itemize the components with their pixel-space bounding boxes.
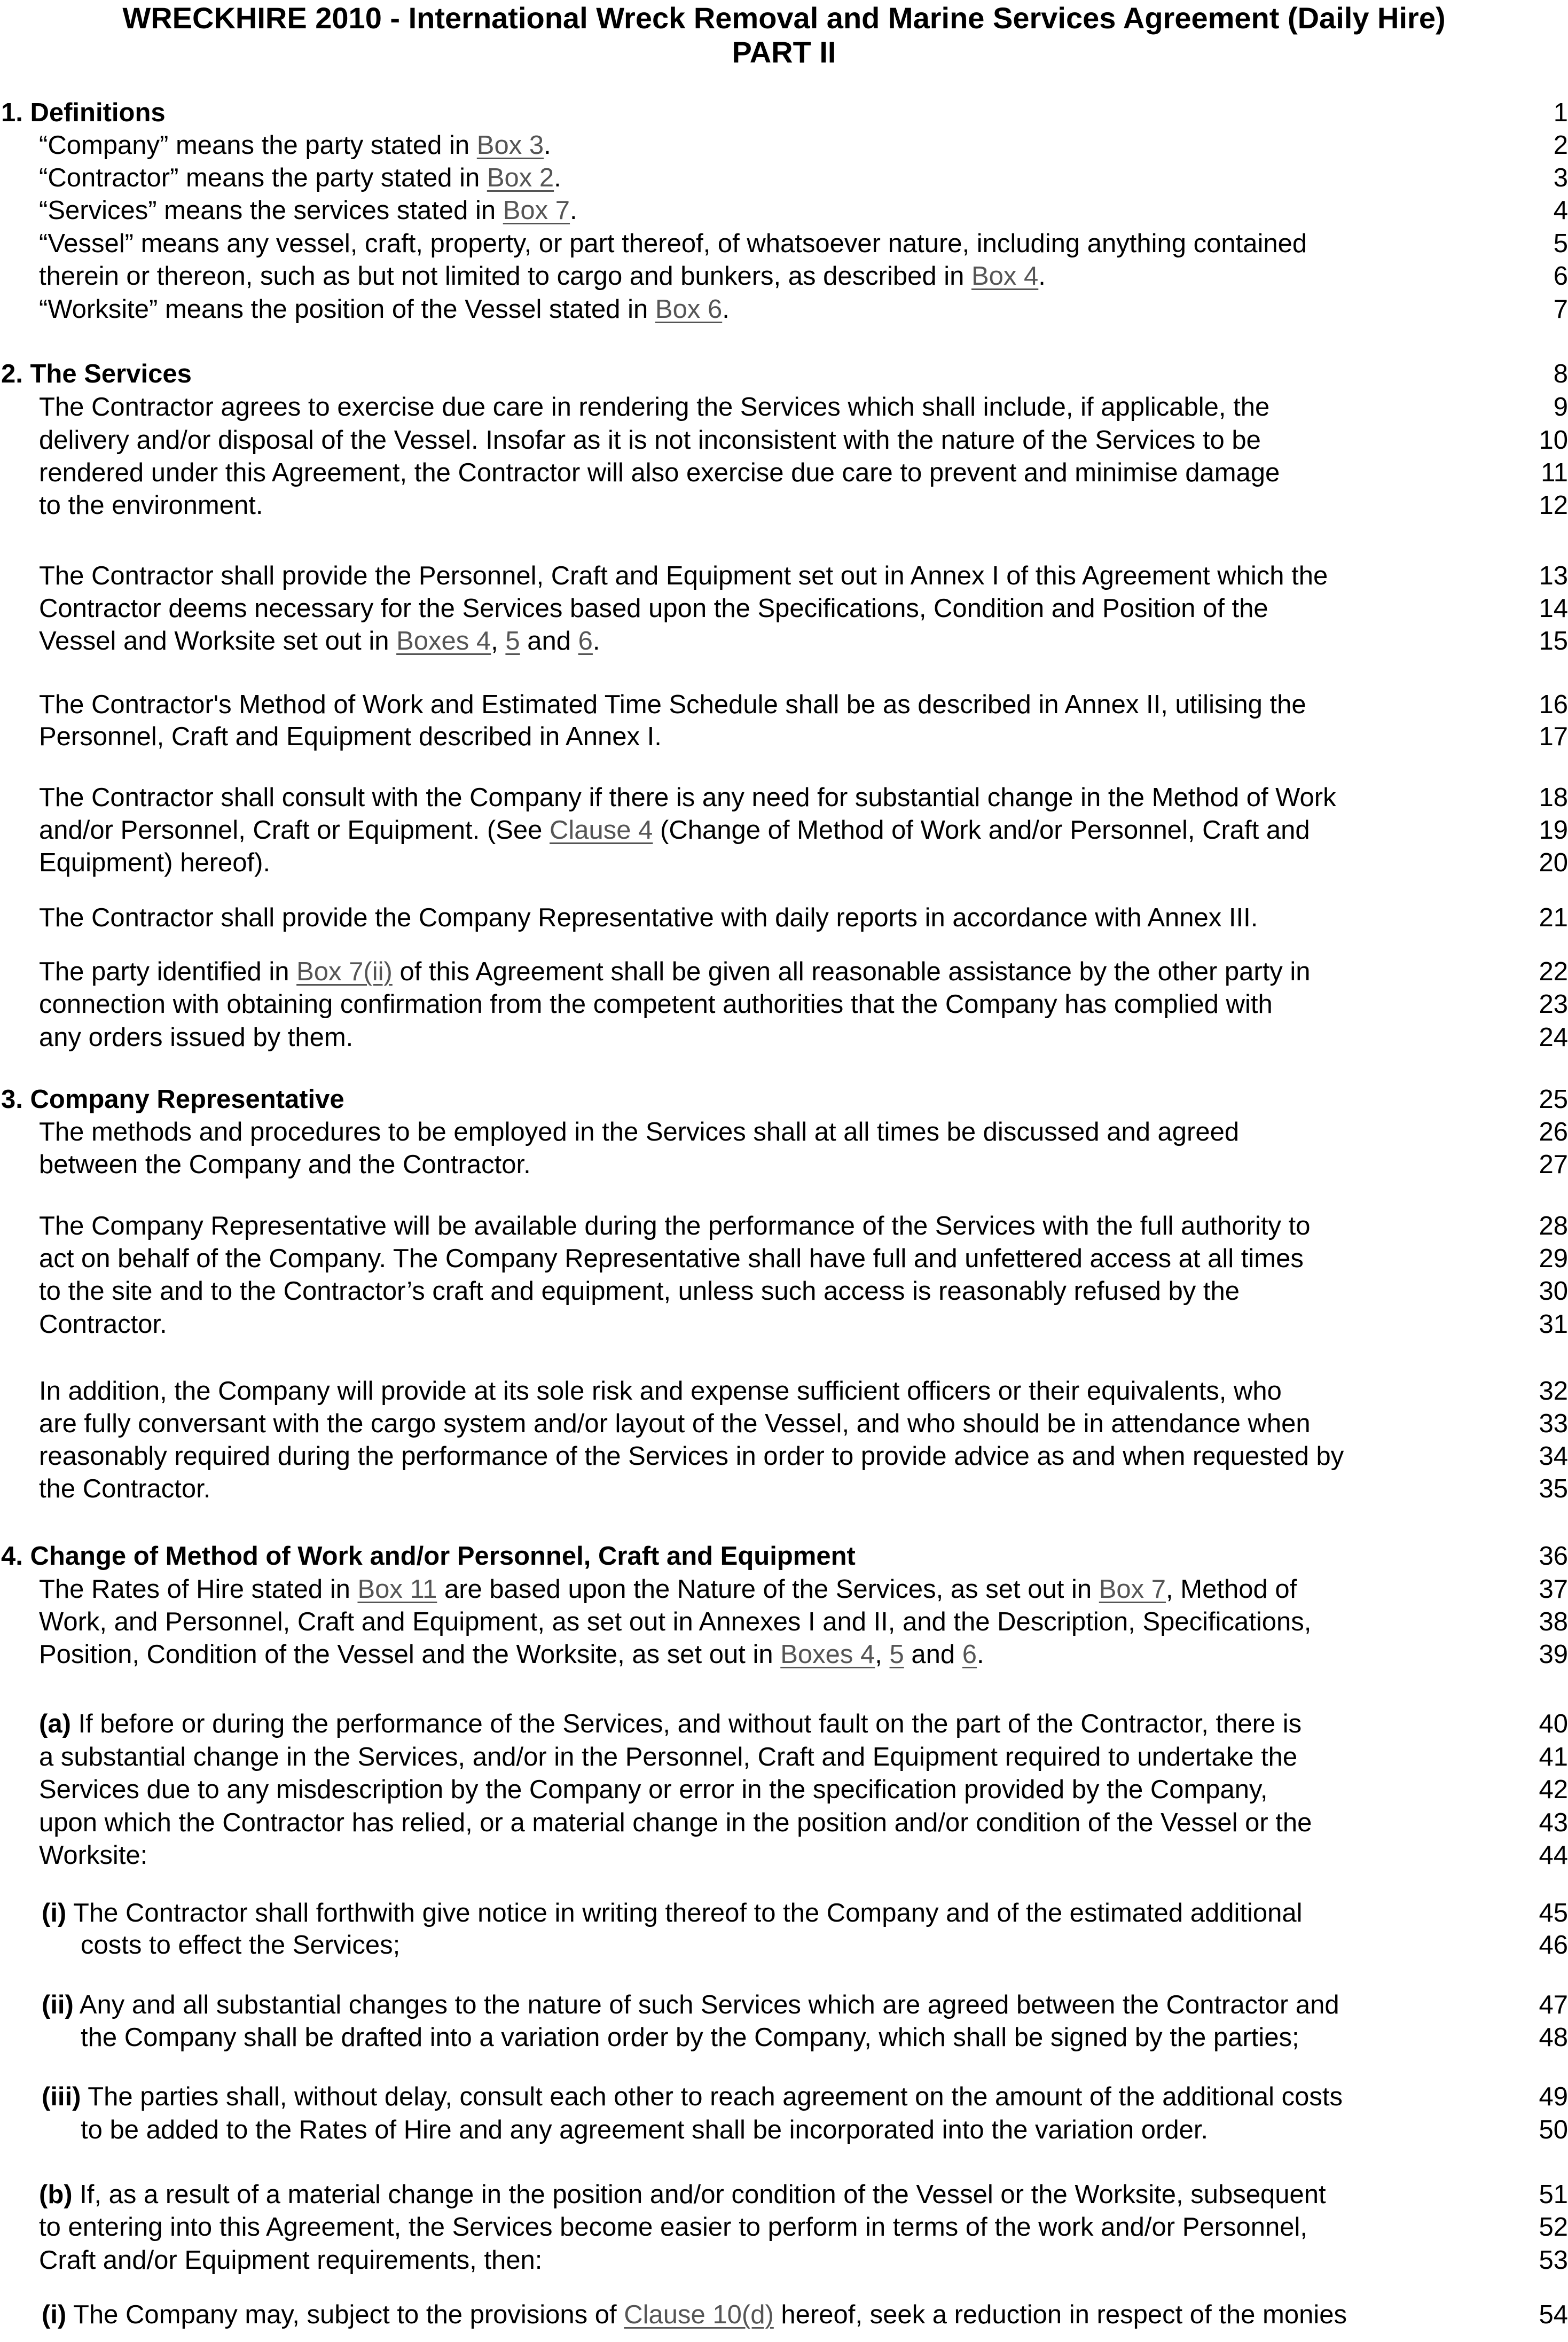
clause-line [0,624,1568,658]
line-number: 26 [1539,1118,1568,1146]
line-number: 49 [1539,2082,1568,2111]
text-segment: Vessel and Worksite set out in [39,627,397,655]
clause-line [0,988,1568,1021]
line-number: 11 [1541,458,1568,487]
text-segment: Services due to any misdescription by the Company or error in the specification provided by the Company, [39,1775,1268,1804]
text-segment: any orders issued by them. [39,1023,354,1052]
subclause-label: (iii) [42,2082,81,2111]
line-text [39,1148,531,1181]
text-segment: In addition, the Company will provide at its sole risk and expense sufficient officers or their equivalents, who [39,1377,1282,1406]
clause-line [0,1209,1568,1243]
text-segment: The Company Representative will be available during the performance of the Services with the full authority to [39,1212,1311,1240]
line-number: 3 [1553,163,1568,192]
clause-line [0,1638,1568,1671]
line-text [39,955,1311,988]
line-number: 41 [1539,1743,1568,1771]
clause-line [0,456,1568,489]
text-segment: and [520,627,578,655]
clause-line [0,1242,1568,1275]
clause-line [0,688,1568,721]
text-segment: to be added to the Rates of Hire and any agreement shall be incorporated into the variation order. [81,2115,1209,2144]
box-reference-link[interactable]: Clause 10(d) [624,2300,774,2329]
subclause-label: (i) [42,1899,67,1927]
clause-line [0,1308,1568,1341]
text-segment: to entering into this Agreement, the Services become easier to perform in terms of the work and/or Personnel, [39,2213,1307,2242]
text-segment: Contractor. [39,1310,167,1339]
line-number: 19 [1539,816,1568,845]
text-segment: , [875,1640,890,1669]
clause-line [0,1440,1568,1473]
line-text [39,227,1307,260]
text-segment: (Change of Method of Work and/or Personnel, Craft and [653,816,1310,845]
line-number: 23 [1539,990,1568,1019]
line-text [39,1021,353,1054]
text-segment: The Contractor's Method of Work and Estimated Time Schedule shall be as described in Annex II, utilising the [39,690,1306,719]
line-text [39,293,730,326]
text-segment: The Contractor shall forthwith give notice in writing thereof to the Company and of the estimated additional [66,1899,1303,1927]
line-text [39,781,1336,814]
line-number: 44 [1539,1841,1568,1870]
line-text [39,489,263,522]
line-text [39,1638,984,1671]
clause-line [0,1806,1568,1839]
text-segment: , [491,627,506,655]
clause-line [0,2021,1568,2054]
text-segment: The party identified in [39,957,297,986]
subclause-label: (ii) [42,1990,74,2019]
line-number: 48 [1539,2023,1568,2052]
line-number: 38 [1539,1607,1568,1636]
line-number: 13 [1539,561,1568,590]
line-text [39,1440,1344,1473]
clause-line [0,1707,1568,1740]
line-number: 32 [1539,1377,1568,1406]
text-segment: the Contractor. [39,1474,211,1503]
text-segment: The Contractor shall provide the Personnel, Craft and Equipment set out in Annex I of this Agreement which the [39,561,1328,590]
line-text [39,1839,147,1872]
text-segment: Equipment) hereof). [39,848,271,877]
line-text [39,260,1046,293]
text-segment: The parties shall, without delay, consult each other to reach agreement on the amount of the additional costs [81,2082,1343,2111]
line-text [39,1242,1304,1275]
text-segment: , Method of [1166,1575,1297,1604]
box-reference-link[interactable]: 6 [962,1640,977,1669]
subclause-label: (a) [39,1709,71,1738]
clause-line [0,2080,1568,2113]
document-subtitle: PART II [732,35,836,69]
line-number: 36 [1539,1542,1568,1571]
box-reference-link[interactable]: 5 [505,627,520,655]
text-segment: The Contractor agrees to exercise due care in rendering the Services which shall include, if applicable, the [39,393,1270,421]
line-number: 31 [1539,1310,1568,1339]
line-number: 27 [1539,1150,1568,1179]
text-segment: are fully conversant with the cargo system and/or layout of the Vessel, and who should be in attendance when [39,1409,1311,1438]
section-heading [0,357,1568,391]
text-segment: and [904,1640,962,1669]
line-text [39,456,1280,489]
clause-line [0,1115,1568,1149]
line-text [39,1707,1302,1740]
clause-line [0,194,1568,227]
line-number: 39 [1539,1640,1568,1669]
section-heading [0,96,1568,129]
text-segment: If before or during the performance of the Services, and without fault on the part of the Contractor, there is [70,1709,1302,1738]
clause-line [0,1896,1568,1930]
text-segment: The Contractor shall consult with the Company if there is any need for substantial change in the Method of Work [39,783,1336,812]
line-text [39,814,1310,847]
clause-line [0,592,1568,625]
section-heading [0,1083,1568,1116]
clause-line [0,489,1568,522]
clause-line [0,129,1568,162]
text-segment: therein or thereon, such as but not limited to cargo and bunkers, as described in [39,262,971,291]
box-reference-link[interactable]: Boxes 4 [396,627,491,655]
clause-line [0,846,1568,879]
box-reference-link[interactable]: Box 6 [655,295,723,324]
line-number: 37 [1539,1575,1568,1604]
text-segment: the Company shall be drafted into a variation order by the Company, which shall be signed by the parties; [81,2023,1299,2052]
line-text [39,624,600,658]
line-number: 46 [1539,1931,1568,1960]
clause-line [0,1021,1568,1054]
box-reference-link[interactable]: Box 7 [503,196,570,225]
line-text [39,559,1328,592]
line-number: 5 [1553,229,1568,258]
line-number: 21 [1539,903,1568,932]
clause-line [0,2113,1568,2146]
line-text [1,357,192,391]
line-text [39,688,1306,721]
text-segment: Work, and Personnel, Craft and Equipment, as set out in Annexes I and II, and the Description, Specifications, [39,1607,1312,1636]
box-reference-link[interactable]: 6 [578,627,593,655]
clause-line [0,227,1568,260]
line-number: 35 [1539,1474,1568,1503]
line-text [39,194,577,227]
clause-line [0,1573,1568,1606]
line-text [39,846,270,879]
box-reference-link[interactable]: 5 [889,1640,904,1669]
line-text [81,2021,1299,2054]
text-segment: 1. Definitions [1,98,166,127]
text-segment: Worksite: [39,1841,148,1870]
line-number: 51 [1539,2180,1568,2209]
line-text [39,1275,1240,1308]
clause-line [0,1988,1568,2021]
clause-line [0,424,1568,457]
clause-line [0,1275,1568,1308]
text-segment: 3. Company Representative [1,1085,344,1114]
text-segment: a substantial change in the Services, and/or in the Personnel, Craft and Equipment required to undertake the [39,1743,1298,1771]
box-reference-link[interactable]: Box 11 [357,1575,437,1604]
text-segment: “Services” means the services stated in [39,196,503,225]
line-number: 2 [1553,131,1568,160]
subclause-label: (i) [42,2300,67,2329]
text-segment: “Contractor” means the party stated in [39,163,487,192]
line-number: 52 [1539,2213,1568,2242]
text-segment: rendered under this Agreement, the Contractor will also exercise due care to prevent and minimise damage [39,458,1280,487]
text-segment: . [1038,262,1046,291]
text-segment: reasonably required during the performance of the Services in order to provide advice as and when requested by [39,1442,1344,1471]
section-heading [0,1540,1568,1573]
line-text [42,1988,1339,2021]
text-segment: Contractor deems necessary for the Services based upon the Specifications, Condition and Position of the [39,594,1268,623]
box-reference-link[interactable]: Box 4 [971,262,1039,291]
text-segment: The Contractor shall provide the Company Representative with daily reports in accordance with Annex III. [39,903,1258,932]
line-number: 18 [1539,783,1568,812]
text-segment: costs to effect the Services; [81,1931,401,1960]
text-segment: “Vessel” means any vessel, craft, property, or part thereof, of whatsoever nature, including anything contained [39,229,1307,258]
line-number: 42 [1539,1775,1568,1804]
line-text [42,2298,1347,2331]
text-segment: . [570,196,577,225]
line-text [39,1472,210,1505]
clause-line [0,161,1568,194]
clause-line [0,293,1568,326]
box-reference-link[interactable]: Box 2 [487,163,554,192]
line-number: 34 [1539,1442,1568,1471]
clause-line [0,260,1568,293]
line-number: 8 [1553,360,1568,388]
line-number: 54 [1539,2300,1568,2329]
line-text [39,1115,1239,1149]
line-text [39,720,662,753]
clause-line [0,1740,1568,1774]
line-number: 6 [1553,262,1568,291]
line-text [39,129,551,162]
text-segment: connection with obtaining confirmation from the competent authorities that the Company has complied with [39,990,1273,1019]
document-title: WRECKHIRE 2010 - International Wreck Removal and Marine Services Agreement (Daily Hire) [122,1,1446,35]
text-segment: If, as a result of a material change in the position and/or condition of the Vessel or the Worksite, subsequent [72,2180,1326,2209]
line-text [39,2244,542,2277]
clause-line [0,1472,1568,1505]
text-segment: between the Company and the Contractor. [39,1150,531,1179]
text-segment: 4. Change of Method of Work and/or Personnel, Craft and Equipment [1,1542,856,1571]
text-segment: 2. The Services [1,360,192,388]
clause-line [0,391,1568,424]
line-number: 29 [1539,1244,1568,1273]
line-number: 9 [1553,393,1568,421]
line-text [39,391,1269,424]
clause-line [0,901,1568,934]
line-text [39,988,1273,1021]
subclause-label: (b) [39,2180,73,2209]
text-segment: of this Agreement shall be given all reasonable assistance by the other party in [392,957,1311,986]
line-text [1,1540,856,1573]
clause-line [0,955,1568,988]
line-text [81,1929,400,1962]
clause-line [0,2244,1568,2277]
box-reference-link[interactable]: Box 3 [476,131,544,160]
line-number: 14 [1539,594,1568,623]
line-text [39,1308,167,1341]
line-number: 4 [1553,196,1568,225]
text-segment: “Company” means the party stated in [39,131,477,160]
line-text [39,2178,1326,2211]
box-reference-link[interactable]: Box 7 [1099,1575,1166,1604]
text-segment: upon which the Contractor has relied, or a material change in the position and/or condition of the Vessel or the [39,1808,1312,1837]
text-segment: . [722,295,730,324]
clause-line [0,559,1568,592]
clause-line [0,720,1568,753]
line-number: 20 [1539,848,1568,877]
clause-line [0,2298,1568,2331]
line-text [39,1209,1310,1243]
text-segment: hereof, seek a reduction in respect of the monies [773,2300,1347,2329]
line-text [42,1896,1303,1930]
text-segment: Position, Condition of the Vessel and the Worksite, as set out in [39,1640,781,1669]
text-segment: . [544,131,551,160]
line-text [39,592,1268,625]
text-segment: “Worksite” means the position of the Vessel stated in [39,295,655,324]
text-segment: Craft and/or Equipment requirements, then: [39,2246,543,2275]
line-number: 40 [1539,1709,1568,1738]
line-number: 24 [1539,1023,1568,1052]
text-segment: delivery and/or disposal of the Vessel. Insofar as it is not inconsistent with the nature of the Services to be [39,426,1261,455]
clause-line [0,1839,1568,1872]
line-text [39,1573,1297,1606]
text-segment: . [592,627,600,655]
text-segment: and/or Personnel, Craft or Equipment. (See [39,816,550,845]
clause-line [0,1148,1568,1181]
text-segment: . [554,163,561,192]
text-segment: to the environment. [39,491,263,520]
text-segment: The Rates of Hire stated in [39,1575,358,1604]
line-number: 45 [1539,1899,1568,1927]
text-segment: Any and all substantial changes to the nature of such Services which are agreed between the Contractor and [73,1990,1339,2019]
clause-line [0,781,1568,814]
clause-line [0,814,1568,847]
text-segment: . [977,1640,984,1669]
line-number: 50 [1539,2115,1568,2144]
line-number: 53 [1539,2246,1568,2275]
line-number: 47 [1539,1990,1568,2019]
line-number: 30 [1539,1277,1568,1306]
text-segment: act on behalf of the Company. The Company Representative shall have full and unfettered access at all times [39,1244,1304,1273]
line-text [42,2080,1343,2113]
clause-line [0,2178,1568,2211]
box-reference-link[interactable]: Box 7(ii) [296,957,393,986]
line-text [39,161,561,194]
clause-line [0,1773,1568,1806]
line-number: 25 [1539,1085,1568,1114]
text-segment: Personnel, Craft and Equipment described in Annex I. [39,722,662,751]
line-number: 12 [1539,491,1568,520]
text-segment: to the site and to the Contractor’s craft and equipment, unless such access is reasonably refused by the [39,1277,1240,1306]
clause-line [0,1375,1568,1408]
line-number: 22 [1539,957,1568,986]
line-text [1,96,166,129]
line-text [39,1605,1311,1638]
line-number: 15 [1539,627,1568,655]
line-number: 1 [1553,98,1568,127]
line-number: 16 [1539,690,1568,719]
line-text [81,2113,1208,2146]
line-text [39,901,1258,934]
line-number: 10 [1539,426,1568,455]
text-segment: The Company may, subject to the provisions of [66,2300,624,2329]
line-number: 43 [1539,1808,1568,1837]
text-segment: The methods and procedures to be employed in the Services shall at all times be discussed and agreed [39,1118,1240,1146]
line-text [39,1375,1282,1408]
line-number: 28 [1539,1212,1568,1240]
line-text [39,2211,1307,2244]
clause-line [0,1605,1568,1638]
line-text [39,1806,1312,1839]
line-text [39,1773,1268,1806]
clause-line [0,2211,1568,2244]
box-reference-link[interactable]: Boxes 4 [780,1640,875,1669]
line-number: 7 [1553,295,1568,324]
text-segment: are based upon the Nature of the Services, as set out in [437,1575,1099,1604]
clause-line [0,1929,1568,1962]
box-reference-link[interactable]: Clause 4 [550,816,653,845]
line-text [39,424,1261,457]
line-number: 33 [1539,1409,1568,1438]
line-text [39,1740,1297,1774]
clause-line [0,1407,1568,1440]
line-text [1,1083,344,1116]
line-text [39,1407,1311,1440]
line-number: 17 [1539,722,1568,751]
